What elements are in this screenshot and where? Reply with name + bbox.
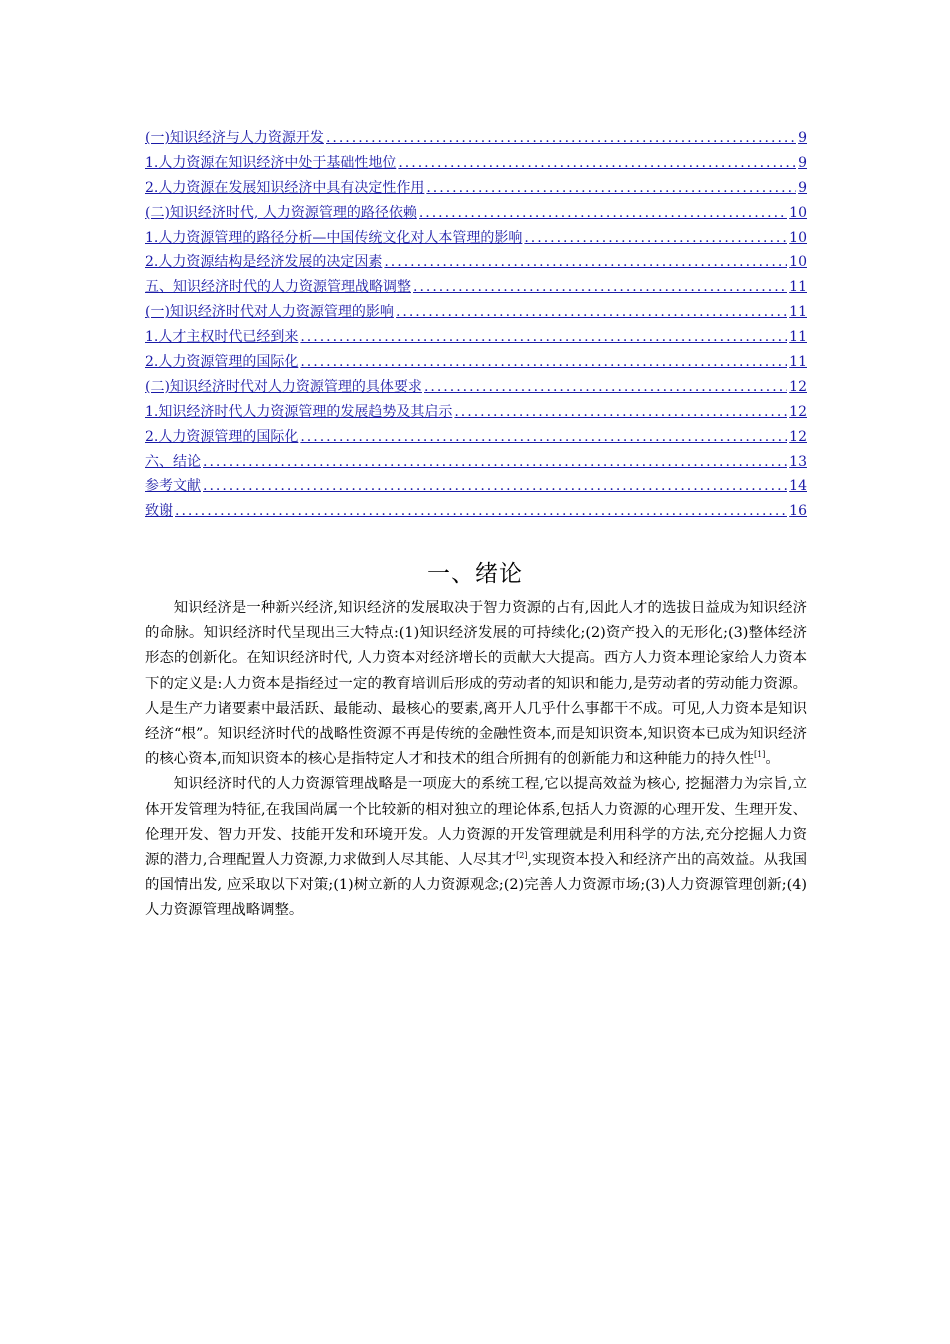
toc-entry[interactable]: [145, 176, 807, 201]
toc-leader-dots: [524, 226, 787, 251]
toc-leader-dots: [419, 201, 787, 226]
toc-entry-label: 五、知识经济时代的人力资源管理战略调整: [145, 279, 411, 296]
paragraph-text: 知识经济是一种新兴经济,知识经济的发展取决于智力资源的占有,因此人才的选拔日益成为知识经济的命脉。知识经济时代呈现出三大特点:(1)知识经济发展的可持续化;(2)资产投入的无形化;(3)整体经济形态的创新化。在知识经济时代, 人力资本对经济增长的贡献大大提高。西方人力资本理论家给人力资本下的定义是:人力资本是指经过一定的教育培训后形成的劳动者的知识和能力,是劳动者的劳动能力资源。人是生产力诸要素中最活跃、最能动、最核心的要素,离开人几乎什么事都干不成。可见,人力资本是知识经济“根”。知识经济时代的战略性资源不再是传统的金融性资本,而是知识资本,知识资本已成为知识经济的核心资本,而知识资本的核心是指特定人才和技术的组合所拥有的创新能力和这种能力的持久性: [145, 600, 807, 768]
paragraph: [145, 772, 807, 923]
toc-entry-label: 六、结论: [145, 453, 201, 470]
toc-entry-label: 2.人力资源结构是经济发展的决定因素: [145, 254, 383, 271]
toc-leader-dots: [396, 300, 787, 325]
toc-entry[interactable]: [145, 450, 807, 475]
toc-entry[interactable]: [145, 126, 807, 151]
citation-marker: [2]: [516, 851, 528, 861]
toc-leader-dots: [454, 400, 787, 425]
toc-entry[interactable]: [145, 499, 807, 524]
toc-entry-page: 9: [798, 179, 807, 196]
toc-entry-page: 10: [789, 204, 807, 221]
table-of-contents: [145, 126, 807, 524]
toc-entry-label: (二)知识经济时代对人力资源管理的具体要求: [145, 378, 422, 395]
toc-entry[interactable]: [145, 350, 807, 375]
toc-entry-label: 1.人力资源在知识经济中处于基础性地位: [145, 154, 397, 171]
toc-entry[interactable]: [145, 250, 807, 275]
citation-marker: [1]: [753, 750, 766, 760]
toc-entry-page: 16: [789, 503, 807, 520]
toc-entry[interactable]: [145, 474, 807, 499]
toc-entry[interactable]: [145, 201, 807, 226]
toc-entry-label: 1.人才主权时代已经到来: [145, 329, 299, 346]
toc-entry[interactable]: [145, 375, 807, 400]
toc-entry-page: 11: [789, 354, 807, 371]
paragraph-text: 知识经济时代的人力资源管理战略是一项庞大的系统工程,它以提高效益为核心, 挖掘潜力为宗旨,立体开发管理为特征,在我国尚属一个比较新的相对独立的理论体系,包括人力资源的心理开发、生理开发、伦理开发、智力开发、技能开发和环境开发。人力资源的开发管理就是利用科学的方法,充分挖掘人力资源的潜力,合理配置人力资源,力求做到人尽其能、人尽其才: [145, 776, 807, 869]
toc-entry-page: 10: [789, 254, 807, 271]
toc-entry-page: 11: [789, 329, 807, 346]
toc-leader-dots: [384, 250, 787, 275]
toc-leader-dots: [326, 126, 796, 151]
toc-leader-dots: [413, 275, 787, 300]
toc-entry-page: 10: [789, 229, 807, 246]
toc-entry-page: 11: [789, 304, 807, 321]
paragraph: [145, 596, 807, 772]
toc-entry[interactable]: [145, 425, 807, 450]
toc-entry[interactable]: [145, 325, 807, 350]
toc-entry-label: (二)知识经济时代, 人力资源管理的路径依赖: [145, 204, 417, 221]
toc-entry-label: 1.人力资源管理的路径分析—中国传统文化对人本管理的影响: [145, 229, 523, 246]
body-text: [145, 596, 807, 924]
toc-leader-dots: [203, 450, 787, 475]
toc-leader-dots: [175, 499, 787, 524]
toc-entry-label: 1.知识经济时代人力资源管理的发展趋势及其启示: [145, 403, 453, 420]
toc-leader-dots: [424, 375, 787, 400]
toc-entry[interactable]: [145, 226, 807, 251]
toc-entry[interactable]: [145, 151, 807, 176]
toc-entry-label: (一)知识经济与人力资源开发: [145, 130, 324, 146]
toc-entry-label: (一)知识经济时代对人力资源管理的影响: [145, 304, 394, 321]
toc-entry[interactable]: [145, 400, 807, 425]
toc-entry-label: 参考文献: [145, 478, 201, 495]
section-heading: 一、绪论: [427, 561, 523, 587]
toc-entry-label: 致谢: [145, 503, 173, 520]
toc-leader-dots: [398, 151, 796, 176]
toc-entry-page: 12: [789, 428, 807, 445]
toc-entry-page: 12: [789, 378, 807, 395]
toc-entry-label: 2.人力资源管理的国际化: [145, 428, 299, 445]
toc-entry[interactable]: [145, 275, 807, 300]
toc-entry[interactable]: [145, 300, 807, 325]
toc-entry-page: 13: [789, 453, 807, 470]
toc-entry-page: 9: [798, 154, 807, 171]
toc-entry-label: 2.人力资源在发展知识经济中具有决定性作用: [145, 179, 425, 196]
toc-leader-dots: [300, 425, 787, 450]
toc-entry-page: 11: [789, 279, 807, 296]
toc-entry-label: 2.人力资源管理的国际化: [145, 354, 299, 371]
paragraph-tail: ,实现资本投入和经济产出的高效益。从我国的国情出发, 应采取以下对策;(1)树立新的人力资源观念;(2)完善人力资源市场;(3)人力资源管理创新;(4)人力资源管理战略调整。: [145, 852, 807, 919]
toc-entry-page: 14: [789, 478, 807, 495]
paragraph-tail: 。: [765, 751, 780, 768]
toc-leader-dots: [300, 325, 787, 350]
toc-leader-dots: [300, 350, 787, 375]
toc-leader-dots: [426, 176, 796, 201]
toc-leader-dots: [203, 474, 787, 499]
toc-entry-page: 12: [789, 403, 807, 420]
toc-entry-page: 9: [798, 130, 807, 146]
